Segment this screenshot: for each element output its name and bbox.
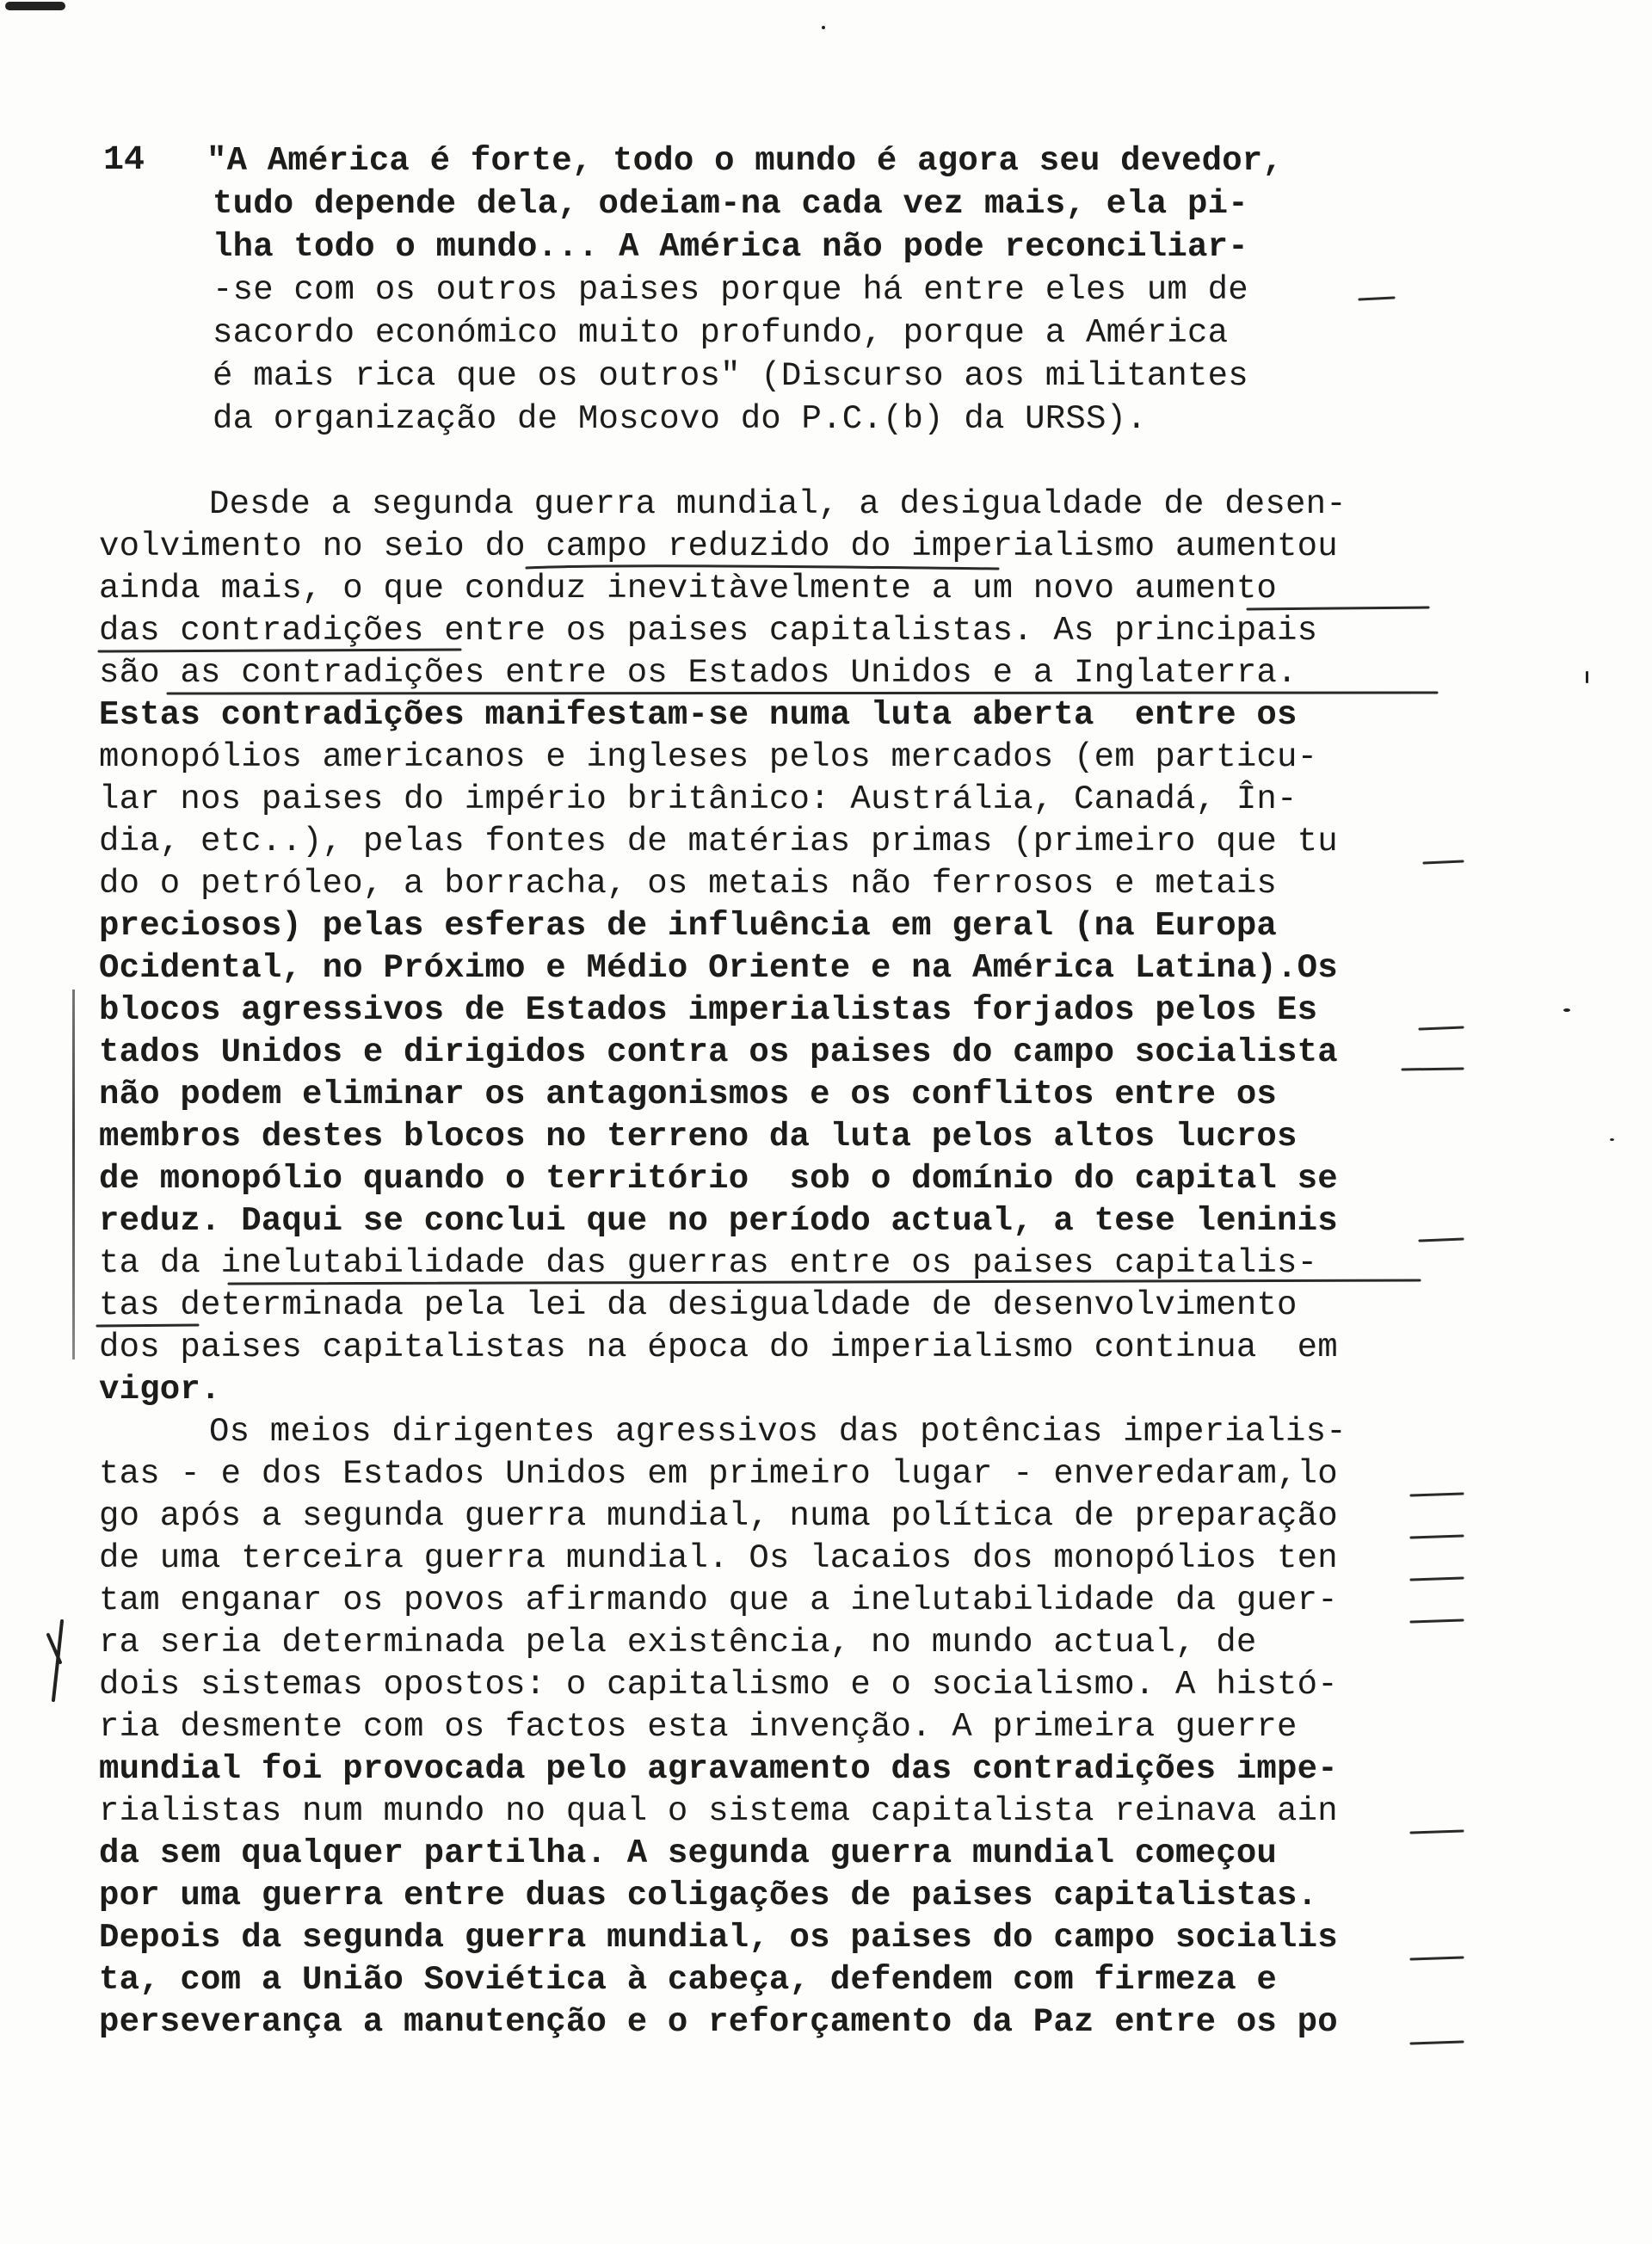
footnote-line: lha todo o mundo... A América não pode reconciliar- [213, 228, 1248, 266]
underline-mark [229, 1280, 1420, 1284]
paragraph-line: Depois da segunda guerra mundial, os paises do campo socialis [99, 1919, 1338, 1957]
underline-mark [1411, 1957, 1463, 1959]
footnote-number: 14 [103, 141, 145, 180]
paragraph-line: ta, com a União Soviética à cabeça, defendem com firmeza e [99, 1961, 1278, 1999]
underline-mark [1411, 1536, 1463, 1538]
paragraph-line: por uma guerra entre duas coligações de paises capitalistas. [99, 1877, 1318, 1914]
underline-mark [97, 1325, 198, 1326]
paragraph-line: blocos agressivos de Estados imperialistas forjados pelos Es [99, 991, 1318, 1029]
underline-mark [1411, 1831, 1463, 1833]
paragraph-line: tam enganar os povos afirmando que a inelutabilidade da guer- [99, 1581, 1338, 1619]
underline-mark [527, 566, 998, 569]
underline-mark [1402, 1069, 1463, 1070]
underline-mark [1420, 1027, 1463, 1029]
paragraph-line: ainda mais, o que conduz inevitàvelmente a um novo aumento [99, 570, 1278, 607]
paragraph-line: Estas contradições manifestam-se numa luta aberta entre os [99, 696, 1298, 734]
underline-mark [1424, 861, 1463, 863]
paragraph-line: reduz. Daqui se conclui que no período actual, a tese leninis [99, 1202, 1338, 1240]
paragraph-line: tas - e dos Estados Unidos em primeiro lugar - enveredaram,lo [99, 1455, 1338, 1493]
underline-mark [168, 693, 1437, 694]
paragraph-line: ra seria determinada pela existência, no mundo actual, de [99, 1624, 1257, 1661]
underline-mark [1411, 1494, 1463, 1495]
paragraph-line: de uma terceira guerra mundial. Os lacaios dos monopólios ten [99, 1539, 1338, 1577]
paragraph-line: vigor. [99, 1371, 221, 1409]
paragraph-line: tas determinada pela lei da desigualdade de desenvolvimento [99, 1286, 1298, 1324]
footnote-line: tudo depende dela, odeiam-na cada vez mais, ela pi- [213, 185, 1248, 223]
paragraph-line: dos paises capitalistas na época do imperialismo continua em [99, 1329, 1338, 1366]
paragraph-line: não podem eliminar os antagonismos e os conflitos entre os [99, 1076, 1278, 1113]
footnote-line: sacordo económico muito profundo, porque a América [213, 314, 1229, 352]
paragraph-line: de monopólio quando o território sob o domínio do capital se [99, 1160, 1338, 1198]
paragraph-line: do o petróleo, a borracha, os metais não ferrosos e metais [99, 865, 1278, 903]
underline-mark [99, 650, 460, 651]
paragraph-line: ria desmente com os factos esta invenção. A primeira guerre [99, 1708, 1298, 1746]
paragraph-line: membros destes blocos no terreno da luta pelos altos lucros [99, 1118, 1298, 1156]
paragraph-line: da sem qualquer partilha. A segunda guerra mundial começou [99, 1834, 1278, 1872]
paragraph-line: são as contradições entre os Estados Unidos e a Inglaterra. [99, 654, 1298, 692]
underline-mark [1248, 607, 1428, 609]
paragraph-line: preciosos) pelas esferas de influência em geral (na Europa [99, 907, 1278, 945]
paragraph-line: go após a segunda guerra mundial, numa política de preparação [99, 1497, 1338, 1535]
paragraph-line: Desde a segunda guerra mundial, a desigualdade de desen- [209, 485, 1347, 523]
footnote-line: da organização de Moscovo do P.C.(b) da URSS). [213, 400, 1147, 438]
underline-mark [1411, 1578, 1463, 1580]
paragraph-line: das contradições entre os paises capitalistas. As principais [99, 612, 1318, 650]
underline-mark [1411, 2042, 1463, 2044]
paragraph-line: monopólios americanos e ingleses pelos mercados (em particu- [99, 738, 1318, 776]
underline-mark [1359, 298, 1394, 299]
paragraph-line: tados Unidos e dirigidos contra os paises do campo socialista [99, 1033, 1338, 1071]
paragraph-line: lar nos paises do império britânico: Austrália, Canadá, În- [99, 780, 1298, 818]
paragraph-line: Ocidental, no Próximo e Médio Oriente e na América Latina).Os [99, 949, 1338, 987]
paragraph-line: ta da inelutabilidade das guerras entre os paises capitalis- [99, 1244, 1318, 1282]
paragraph-line: volvimento no seio do campo reduzido do imperialismo aumentou [99, 527, 1338, 565]
footnote-line: -se com os outros paises porque há entre eles um de [213, 271, 1248, 309]
paragraph-line: Os meios dirigentes agressivos das potências imperialis- [209, 1413, 1347, 1451]
underline-mark [1420, 1239, 1463, 1241]
handwritten-margin-mark [45, 1618, 79, 1704]
margin-line [72, 989, 75, 1359]
paragraph-line: perseverança a manutenção e o reforçamento da Paz entre os po [99, 2003, 1338, 2041]
footnote-line: "A América é forte, todo o mundo é agora seu devedor, [206, 142, 1284, 180]
paragraph-line: rialistas num mundo no qual o sistema capitalista reinava ain [99, 1792, 1338, 1830]
paragraph-line: dia, etc..), pelas fontes de matérias primas (primeiro que tu [99, 823, 1338, 860]
paragraph-line: dois sistemas opostos: o capitalismo e o socialismo. A histó- [99, 1666, 1338, 1704]
underline-mark [1411, 1620, 1463, 1622]
footnote-line: é mais rica que os outros" (Discurso aos militantes [213, 357, 1248, 395]
paragraph-line: mundial foi provocada pelo agravamento das contradições impe- [99, 1750, 1338, 1788]
